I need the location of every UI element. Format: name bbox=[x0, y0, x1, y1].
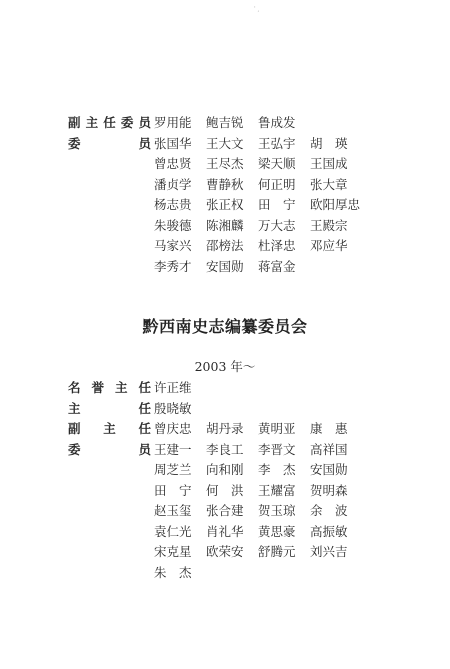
member-name: 胡丹录 bbox=[206, 421, 244, 437]
member-name: 杜泽忠 bbox=[258, 238, 296, 254]
member-name: 曹静秋 bbox=[206, 176, 244, 192]
committee-2-title: 黔西南史志编纂委员会 bbox=[142, 317, 308, 336]
member-name: 王建一 bbox=[154, 441, 192, 457]
member-row bbox=[68, 215, 362, 236]
member-name: 黄思豪 bbox=[258, 523, 296, 539]
role-label: 委 员 bbox=[68, 135, 151, 151]
member-name: 殷晓敏 bbox=[154, 400, 192, 416]
member-row bbox=[68, 235, 362, 256]
member-name: 安国勋 bbox=[206, 258, 244, 274]
member-name: 王大文 bbox=[206, 135, 244, 151]
member-row bbox=[68, 153, 362, 174]
member-name: 袁仁光 bbox=[154, 523, 192, 539]
member-name: 邵榜法 bbox=[206, 238, 244, 254]
member-name: 梁天顺 bbox=[258, 156, 296, 172]
scan-mark: ' , bbox=[254, 6, 260, 13]
member-row bbox=[68, 480, 362, 501]
role-label: 主 任 bbox=[68, 400, 151, 416]
member-name: 周芝兰 bbox=[154, 462, 192, 478]
member-name: 李晋文 bbox=[258, 441, 296, 457]
member-row bbox=[68, 562, 362, 583]
member-name: 赵玉玺 bbox=[154, 503, 192, 519]
member-name: 安国勋 bbox=[310, 462, 348, 478]
member-name: 欧阳厚忠 bbox=[310, 197, 361, 213]
role-label: 委 员 bbox=[68, 441, 151, 457]
member-name: 贺玉琼 bbox=[258, 503, 296, 519]
member-row bbox=[68, 133, 362, 154]
member-name: 蒋富金 bbox=[258, 258, 296, 274]
member-name: 李良工 bbox=[206, 441, 244, 457]
member-name: 王殿宗 bbox=[310, 217, 348, 233]
member-name: 王尽杰 bbox=[206, 156, 244, 172]
member-name: 鲁成发 bbox=[258, 115, 296, 131]
member-name: 李 杰 bbox=[258, 462, 296, 478]
role-label: 副 主 任 bbox=[68, 421, 151, 437]
member-row bbox=[68, 521, 362, 542]
member-name: 潘贞学 bbox=[154, 176, 192, 192]
member-name: 朱 杰 bbox=[154, 564, 192, 580]
member-row bbox=[68, 112, 362, 133]
member-row bbox=[68, 377, 362, 398]
member-name: 曾庆忠 bbox=[154, 421, 192, 437]
member-name: 王国成 bbox=[310, 156, 348, 172]
member-name: 贺明森 bbox=[310, 482, 348, 498]
member-name: 高祥国 bbox=[310, 441, 348, 457]
member-name: 罗用能 bbox=[154, 115, 192, 131]
member-name: 何正明 bbox=[258, 176, 296, 192]
member-row bbox=[68, 459, 362, 480]
member-name: 欧荣安 bbox=[206, 544, 244, 560]
member-name: 马家兴 bbox=[154, 238, 192, 254]
member-name: 刘兴吉 bbox=[310, 544, 348, 560]
member-name: 万大志 bbox=[258, 217, 296, 233]
member-row bbox=[68, 256, 362, 277]
member-name: 舒腾元 bbox=[258, 544, 296, 560]
member-name: 张正权 bbox=[206, 197, 244, 213]
member-name: 胡 瑛 bbox=[310, 135, 348, 151]
member-name: 余 波 bbox=[310, 503, 348, 519]
member-name: 田 宁 bbox=[258, 197, 296, 213]
committee-1-list bbox=[68, 112, 362, 276]
member-name: 许正维 bbox=[154, 380, 192, 396]
member-name: 李秀才 bbox=[154, 258, 192, 274]
role-label: 副 主 任 委 员 bbox=[68, 115, 151, 131]
role-label: 名 誉 主 任 bbox=[68, 380, 151, 396]
member-name: 陈湘麟 bbox=[206, 217, 244, 233]
member-row bbox=[68, 398, 362, 419]
member-row bbox=[68, 541, 362, 562]
member-name: 田 宁 bbox=[154, 482, 192, 498]
member-name: 曾忠贤 bbox=[154, 156, 192, 172]
member-row bbox=[68, 418, 362, 439]
member-name: 何 洪 bbox=[206, 482, 244, 498]
member-name: 张合建 bbox=[206, 503, 244, 519]
member-name: 高振敏 bbox=[310, 523, 348, 539]
member-row bbox=[68, 439, 362, 460]
member-name: 王弘宇 bbox=[258, 135, 296, 151]
member-row bbox=[68, 194, 362, 215]
member-name: 宋克星 bbox=[154, 544, 192, 560]
member-name: 黄明亚 bbox=[258, 421, 296, 437]
member-name: 张国华 bbox=[154, 135, 192, 151]
member-row bbox=[68, 500, 362, 521]
member-name: 王耀富 bbox=[258, 482, 296, 498]
member-name: 鲍吉锐 bbox=[206, 115, 244, 131]
committee-2-year: 2003 年～ bbox=[194, 359, 256, 374]
member-name: 朱骏德 bbox=[154, 217, 192, 233]
member-name: 向和刚 bbox=[206, 462, 244, 478]
member-name: 康 惠 bbox=[310, 421, 348, 437]
member-name: 张大章 bbox=[310, 176, 348, 192]
member-name: 邓应华 bbox=[310, 238, 348, 254]
member-name: 杨志贵 bbox=[154, 197, 192, 213]
member-row bbox=[68, 174, 362, 195]
member-name: 肖礼华 bbox=[206, 523, 244, 539]
committee-2-list bbox=[68, 377, 362, 582]
